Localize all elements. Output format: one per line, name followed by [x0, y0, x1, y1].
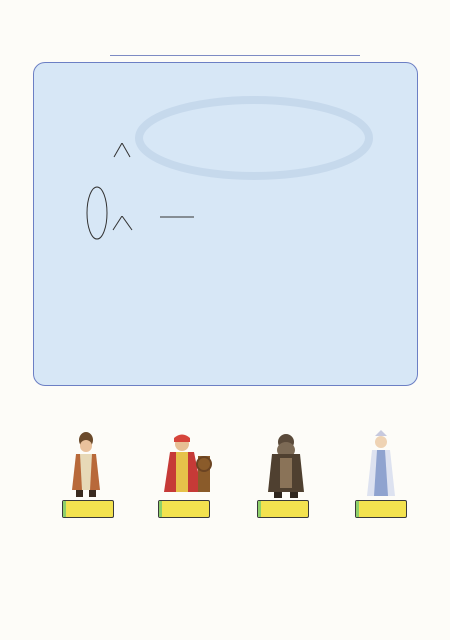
abacus-3: [245, 547, 340, 587]
title-underline: [110, 55, 360, 56]
circle-nine: [84, 185, 114, 243]
split-lines: [86, 143, 136, 161]
split-lines-2: [86, 216, 226, 234]
abacus-example: [302, 155, 412, 205]
example-card-1: [62, 500, 114, 518]
example-card-3: [257, 500, 309, 518]
character-4-icon: [366, 430, 396, 498]
example-card-2: [158, 500, 210, 518]
abacus-1: [40, 547, 135, 587]
example-card-4: [355, 500, 407, 518]
character-2-icon: [160, 434, 212, 496]
abacus-2: [143, 547, 238, 587]
method-box: [33, 62, 418, 386]
character-1-icon: [68, 430, 104, 498]
character-3-icon: [266, 430, 306, 498]
abacus-4: [347, 547, 425, 587]
